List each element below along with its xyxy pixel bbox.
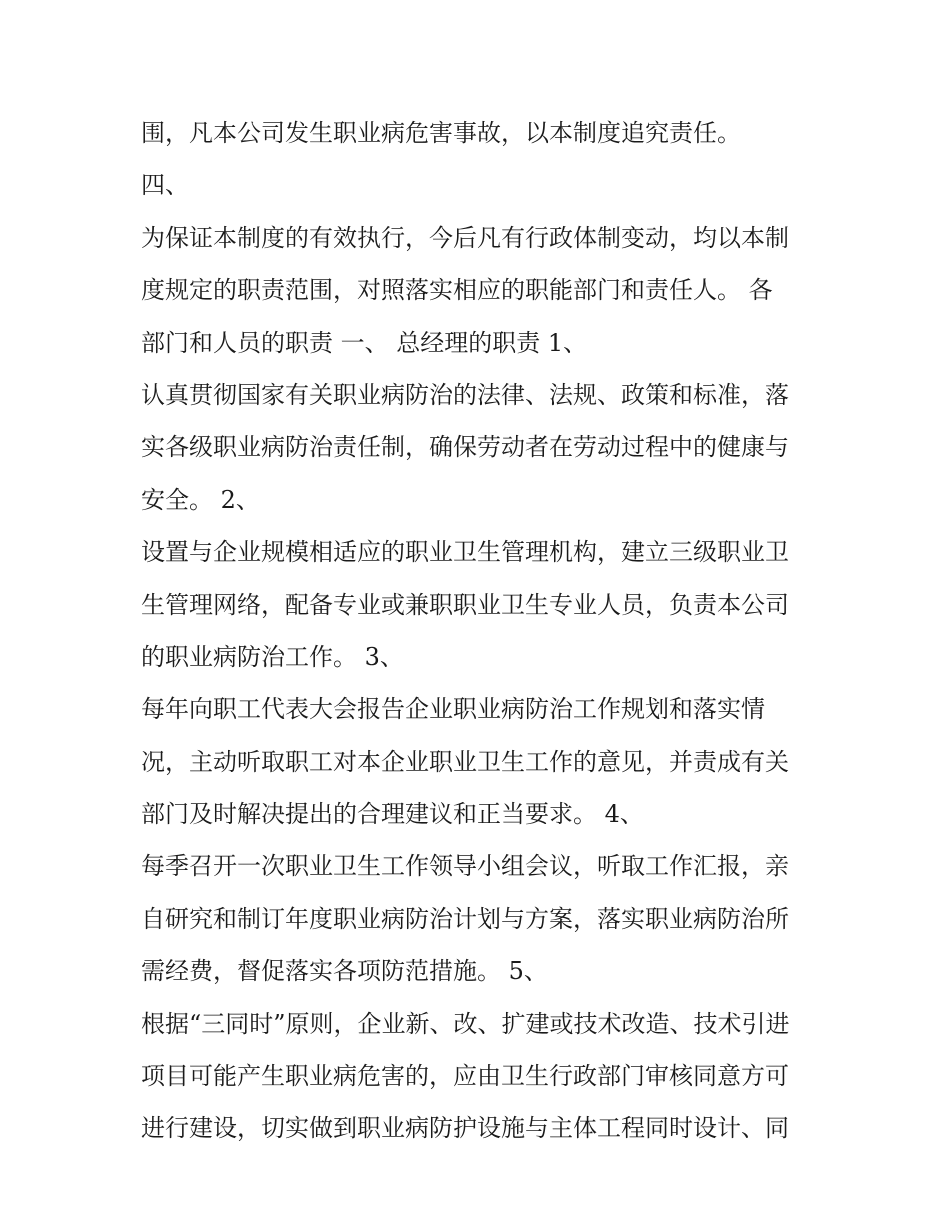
text-line: 根据“三同时”原则，企业新、改、扩建或技术改造、技术引进 xyxy=(141,1009,790,1038)
text-line: 度规定的职责范围，对照落实相应的职能部门和责任人。 各 xyxy=(141,276,773,305)
text-line: 为保证本制度的有效执行，今后凡有行政体制变动，均以本制 xyxy=(141,223,789,252)
text-line: 生管理网络，配备专业或兼职职业卫生专业人员，负责本公司 xyxy=(141,590,789,619)
text-line: 进行建设，切实做到职业病防护设施与主体工程同时设计、同 xyxy=(141,1114,789,1143)
text-line: 部门及时解决提出的合理建议和正当要求。 4、 xyxy=(141,800,644,829)
text-line: 的职业病防治工作。 3、 xyxy=(141,642,404,671)
text-line: 况，主动听取职工对本企业职业卫生工作的意见，并责成有关 xyxy=(141,747,789,776)
text-line: 自研究和制订年度职业病防治计划与方案，落实职业病防治所 xyxy=(141,904,789,933)
text-line: 部门和人员的职责 一、 总经理的职责 1、 xyxy=(141,328,588,357)
text-line: 设置与企业规模相适应的职业卫生管理机构，建立三级职业卫 xyxy=(141,538,789,567)
section-heading: 四、 xyxy=(141,171,189,200)
text-line: 实各级职业病防治责任制，确保劳动者在劳动过程中的健康与 xyxy=(141,433,789,462)
text-line: 项目可能产生职业病危害的，应由卫生行政部门审核同意方可 xyxy=(141,1062,789,1091)
text-line: 围，凡本公司发生职业病危害事故，以本制度追究责任。 xyxy=(141,119,741,147)
text-line: 每年向职工代表大会报告企业职业病防治工作规划和落实情 xyxy=(141,695,765,724)
document-body xyxy=(141,107,821,1155)
text-line: 安全。 2、 xyxy=(141,485,260,514)
text-line: 需经费，督促落实各项防范措施。 5、 xyxy=(141,957,548,986)
text-line: 每季召开一次职业卫生工作领导小组会议，听取工作汇报，亲 xyxy=(141,852,789,881)
text-line: 认真贯彻国家有关职业病防治的法律、法规、政策和标准，落 xyxy=(141,380,789,409)
